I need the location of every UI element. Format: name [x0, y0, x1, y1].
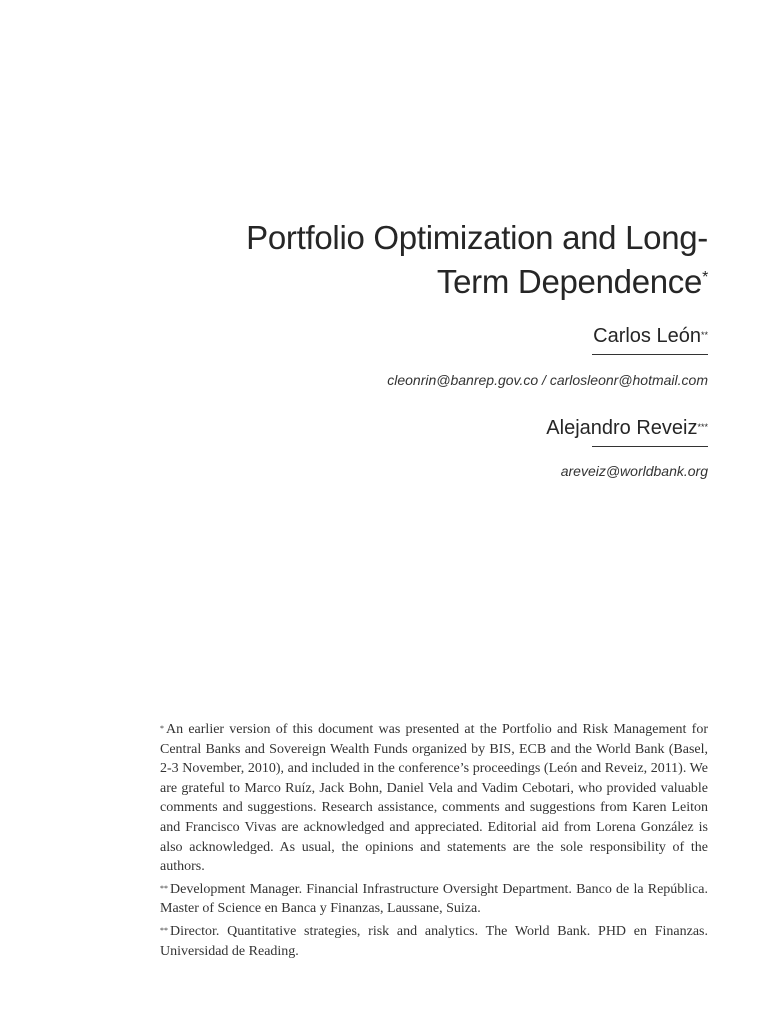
footnote-3-marker: ** [160, 925, 168, 935]
author-block-1 [592, 324, 708, 355]
footnote-2 [160, 880, 708, 919]
author-name-2-text: Alejandro Reveiz [546, 417, 698, 439]
author-1-divider [592, 354, 708, 355]
author-name-2 [546, 416, 708, 440]
footnote-1-marker: * [160, 724, 164, 733]
footnotes [160, 720, 708, 964]
title-footnote-marker: * [702, 269, 708, 286]
paper-title-line-2 [108, 260, 708, 304]
author-name-1 [592, 324, 708, 348]
footnote-3-text: Director. Quantitative strategies, risk and analytics. The World Bank. PHD en Finanzas. Universidad de Reading. [160, 923, 708, 959]
paper-title-line-1: Portfolio Optimization and Long- [246, 219, 708, 256]
author-email-1[interactable]: cleonrin@banrep.gov.co / carlosleonr@hotmail.com [387, 372, 708, 388]
author-2-divider [592, 446, 708, 447]
author-block-2 [546, 416, 708, 447]
footnote-3 [160, 922, 708, 961]
footnote-2-text: Development Manager. Financial Infrastructure Oversight Department. Banco de la República. Master of Science en Banca y Finanzas, Laussane, Suiza. [160, 881, 708, 917]
author-name-1-text: Carlos León [593, 325, 701, 347]
author-email-2[interactable]: areveiz@worldbank.org [560, 463, 708, 479]
footnote-1-text: An earlier version of this document was presented at the Portfolio and Risk Management for Central Banks and Sovereign Wealth Funds organized by BIS, ECB and the World Bank (Basel, 2-3 November, 2010), and included in the conference’s proceedings (León and Reveiz, 2011). We are grateful to Marco Ruíz, Jack Bohn, Daniel Vela and Vadim Cebotari, who provided valuable comments and suggestions. Research assistance, comments and suggestions from Karen Leiton and Francisco Vivas are acknowledged and appreciated. Editorial aid from Lorena González is also acknowledged. As usual, the opinions and statements are the sole responsibility of the authors. [160, 722, 708, 875]
footnote-2-marker: ** [160, 883, 168, 893]
author-2-footnote-marker: *** [697, 422, 708, 432]
paper-title-line-2-text: Term Dependence [436, 263, 703, 300]
footnote-1 [160, 720, 708, 877]
paper-title [108, 216, 708, 304]
author-1-footnote-marker: ** [700, 330, 708, 340]
